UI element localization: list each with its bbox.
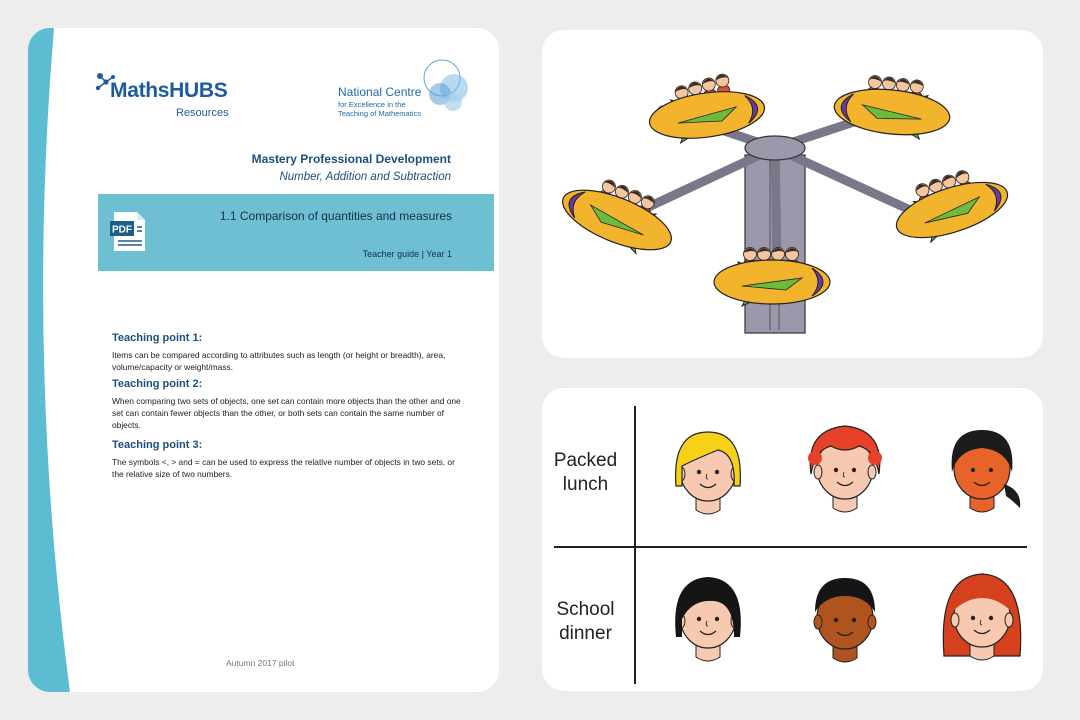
- ride-rocket-top-right: [832, 72, 953, 142]
- ride-rocket-bottom: [714, 248, 830, 307]
- teaching-point-1-body: Items can be compared according to attributes such as length (or height or breadth), area, volume/capacity or weight/mass.: [112, 350, 446, 372]
- fairground-ride-illustration-card: [542, 30, 1043, 358]
- child-face-black-ponytail: [952, 430, 1021, 512]
- ncetm-title: National Centre: [338, 85, 422, 99]
- teaching-point-2-body: When comparing two sets of objects, one set can contain more objects than the other and one set can contain fewer objects than the other, or both sets can contain the same number of objects.: [112, 396, 461, 430]
- teaching-point-1-heading: Teaching point 1:: [112, 332, 203, 344]
- teaching-point-3-body: The symbols <, > and = can be used to express the relative number of objects in two sets, or the relative size of two numbers.: [112, 457, 455, 479]
- band-title: 1.1 Comparison of quantities and measures: [219, 209, 452, 223]
- row-label-school-dinner-line-1: School: [556, 599, 615, 620]
- ncetm-subtitle-line-2: Teaching of Mathematics: [338, 109, 421, 118]
- row-label-packed-lunch-line-1: Packed: [553, 450, 618, 471]
- band-meta: Teacher guide | Year 1: [362, 249, 452, 259]
- maths-hubs-logo: [94, 70, 234, 122]
- child-face-black-bob: [675, 577, 741, 661]
- teaching-point-3-heading: Teaching point 3:: [112, 439, 203, 451]
- teaching-point-2-heading: Teaching point 2:: [112, 378, 203, 390]
- fairground-ride-illustration: [542, 30, 1043, 358]
- ride-hub: [745, 136, 805, 160]
- child-face-red-long-hair: [943, 574, 1020, 660]
- row-label-school-dinner-line-2: dinner: [559, 623, 612, 644]
- ncetm-subtitle-line-1: for Excellence in the: [338, 100, 406, 109]
- row-label-school-dinner: [542, 598, 629, 646]
- document-title: Mastery Professional Development: [251, 152, 451, 166]
- child-face-brown-skin: [814, 578, 876, 662]
- ride-rocket-left: [554, 166, 683, 264]
- document-preview-card[interactable]: [28, 28, 499, 692]
- ncetm-logo: [336, 58, 476, 118]
- child-face-red-curly: [808, 426, 882, 512]
- maths-hubs-subtitle: Resources: [176, 107, 229, 119]
- document-subtitle: Number, Addition and Subtraction: [279, 171, 451, 183]
- row-label-packed-lunch: [542, 449, 629, 497]
- document-footer: Autumn 2017 pilot: [226, 658, 295, 668]
- maths-hubs-wordmark: MathsHUBS: [110, 79, 228, 102]
- pdf-icon-label: PDF: [112, 224, 132, 236]
- lunch-choice-table-card: [542, 388, 1043, 691]
- ncetm-subtitle: [338, 100, 421, 118]
- row-label-packed-lunch-line-2: lunch: [562, 474, 609, 495]
- child-face-blonde: [676, 432, 741, 514]
- document-title-band: [98, 194, 494, 271]
